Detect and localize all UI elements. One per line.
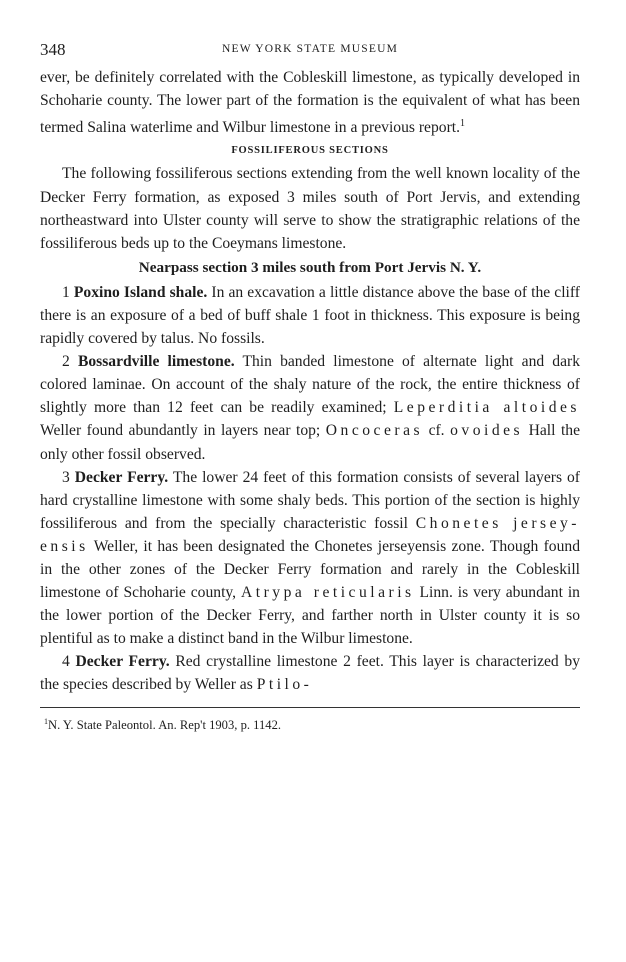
item-2-species-c: ovoides [450,422,524,440]
item-4-text-a: Red crystalline limestone 2 feet. This layer is characterized by the species described by Weller as [40,653,580,694]
intro-paragraph [40,66,580,139]
item-3-title: Decker Ferry. [74,468,169,486]
item-4-species-a: Ptilo- [256,676,313,694]
section-subheading: Nearpass section 3 miles south from Port Jervis N. Y. [138,258,482,276]
page-number: 348 [40,40,66,59]
footnote-ref: 1 [460,118,465,130]
footnote-text: N. Y. State Paleontol. An. Rep't 1903, p. 1142. [48,717,282,732]
item-2-number: 2 [62,353,70,371]
footnote [40,714,580,733]
item-3 [40,466,580,651]
footnote-rule [40,707,580,708]
section-intro-paragraph: The following fossiliferous sections extending from the well known locality of the Decker Ferry formation, as exposed 3 miles south of Port Jervis, and extending northeastward into Ulster county will serve to show the stratigraphic relations of the fossiliferous beds up to the Coeymans limestone. [40,165,580,252]
item-4-number: 4 [62,653,70,671]
footnote-marker: 1 [44,716,48,726]
item-2-title: Bossardville limestone. [77,353,235,371]
item-1-title: Poxino Island shale. [73,283,208,301]
item-1 [40,281,580,350]
item-4 [40,650,580,696]
item-1-number: 1 [62,283,70,301]
item-4-title: Decker Ferry. [75,653,170,671]
item-2-text-c: cf. [423,422,451,440]
page-header [40,40,580,66]
item-2-text-d: Hall the only other fossil observed. [40,422,580,463]
item-3-text-b: Weller, it has been designated the Chonetes jerseyensis zone. Though found in the other zones of the Decker Ferry formation and rarely in the Cobleskill limestone of Schoharie county, [40,537,580,602]
item-3-species-b: Atrypa reticularis [241,584,415,602]
intro-text: ever, be definitely correlated with the Cobleskill limestone, as typically developed in Schoharie county. The lower part of the formation is the equivalent of what has been termed Salina waterlime and Wilbur limestone in a previous report. [40,69,580,137]
body-text [40,66,580,697]
item-2-text-a: Thin banded limestone of alternate light and dark colored laminae. On account of the shaly nature of the rock, the entire thickness of slightly more than 12 feet can be readily examined; [40,353,580,417]
item-2 [40,350,580,465]
item-3-number: 3 [62,468,70,486]
item-2-species-b: Oncoceras [325,422,424,440]
book-page [40,40,580,733]
section-heading: FOSSILIFEROUS SECTIONS [231,145,389,157]
item-3-text-a: The lower 24 feet of this formation consists of several layers of hard crystalline limestone with some shaly beds. This portion of the section is highly fossiliferous and from the specially characteristic fossil [40,468,580,532]
item-3-text-c: Linn. is very abundant in the lower portion of the Decker Ferry, and farther north in Ulster county it is so plentiful as to make a distinct band in the Wilbur limestone. [40,584,580,648]
item-2-species-a: Leperditia altoides [393,399,580,417]
running-title: NEW YORK STATE MUSEUM [221,43,399,55]
item-1-text: In an excavation a little distance above the base of the cliff there is an exposure of a bed of buff shale 1 foot in thickness. This exposure is being rapidly covered by talus. No fossils. [40,283,580,348]
item-3-species-a: Chonetes jersey-ensis [40,514,580,555]
item-2-text-b: Weller found abundantly in layers near top; [40,422,326,440]
